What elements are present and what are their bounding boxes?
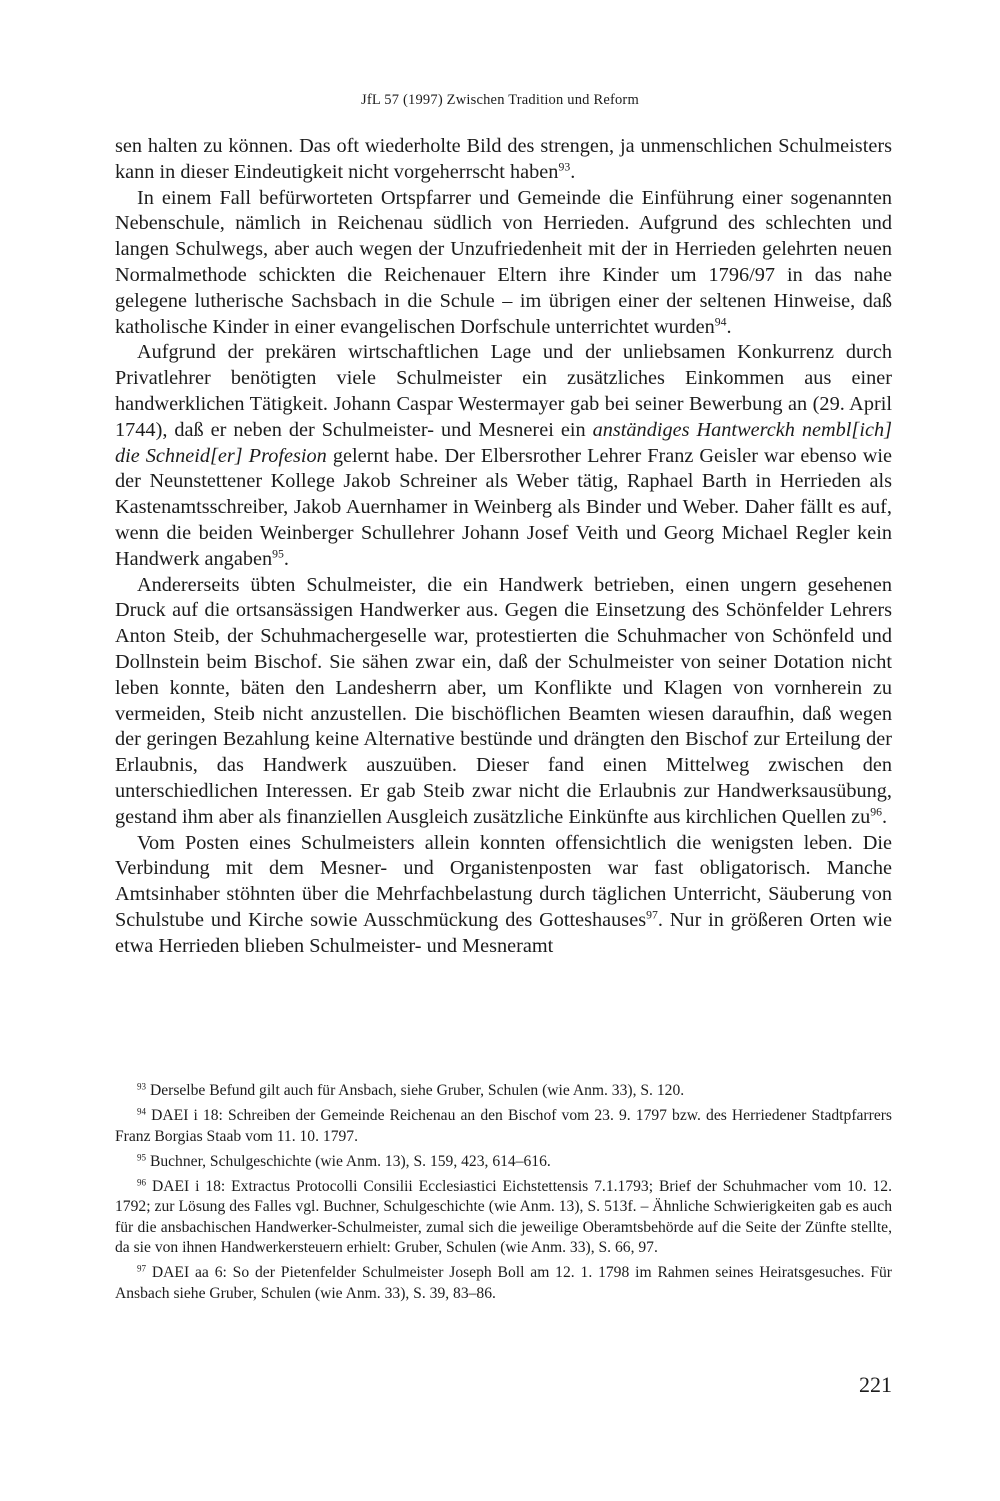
page-number: 221 bbox=[859, 1372, 892, 1397]
paragraph-text: . bbox=[570, 160, 576, 183]
footnote-number: 93 bbox=[137, 1081, 147, 1092]
paragraph-text: Aufgrund der prekären wirtschaftlichen Lage und der unliebsamen Konkurrenz durch Privatlehrer benötigten viele Schulmeister ein zusätzliches Einkommen aus einer handwerklichen Tätigkeit. Johann Caspar Westermayer gab bei seiner Bewerbung an (29. April 1744), daß er neben der Schulmeister- und Mesnerei ein bbox=[115, 341, 892, 441]
footnote-94 bbox=[115, 1106, 892, 1147]
footnote-text: Buchner, Schulgeschichte (wie Anm. 13), S. 159, 423, 614–616. bbox=[149, 1152, 551, 1170]
main-text bbox=[115, 134, 892, 960]
paragraph-2 bbox=[115, 186, 892, 341]
footnote-number: 96 bbox=[137, 1177, 147, 1188]
paragraph-text: Vom Posten eines Schulmeisters allein konnten offensichtlich die wenigsten leben. Die Verbindung mit dem Mesner- und Organistenposten war fast obligatorisch. Manche Amtsinhaber stöhnten über die Mehrfachbelastung durch täglichen Unterricht, Säuberung von Schulstube und Kirche sowie Ausschmückung des Gotteshauses bbox=[115, 831, 892, 931]
paragraph-5 bbox=[115, 831, 892, 960]
paragraph-text: gelernt habe. Der Elbersrother Lehrer Franz Geisler war ebenso wie der Neunstettener Kollege Jakob Schreiner als Weber tätig, Raphael Barth in Herrieden als Kastenamtsschreiber, Jakob Auernhamer in Weinberg als Binder und Weber. Daher fällt es auf, wenn die beiden Weinberger Schullehrer Johann Josef Veith und Georg Michael Regler kein Handwerk angaben bbox=[115, 444, 892, 570]
paragraph-text: . bbox=[726, 315, 732, 338]
footnote-96 bbox=[115, 1177, 892, 1258]
footnote-number: 97 bbox=[137, 1263, 147, 1274]
footnote-text: DAEI i 18: Extractus Protocolli Consilii Ecclesiastici Eichstettensis 7.1.1793; Brief der Schuhmacher vom 10. 12. 1792; zur Lösung des Falles vgl. Buchner, Schulgeschichte (wie Anm. 13), S. 513f. – Ähnliche Schwierigkeiten gab es auch für die ansbachischen Handwerker-Schulmeister, zumal sich die jeweilige Oberamtsbehörde auf die Seite der Zünfte stellte, da sie von ihnen Handwerkersteuern erhielt: Gruber, Schulen (wie Anm. 33), S. 66, 97. bbox=[115, 1178, 892, 1257]
footnote-text: Derselbe Befund gilt auch für Ansbach, siehe Gruber, Schulen (wie Anm. 33), S. 120. bbox=[149, 1082, 685, 1099]
paragraph-text: . bbox=[881, 805, 888, 828]
footnote-number: 95 bbox=[137, 1152, 147, 1163]
footnote-93 bbox=[115, 1081, 892, 1101]
paragraph-text: . bbox=[283, 547, 289, 570]
paragraph-1 bbox=[115, 134, 892, 186]
footnotes bbox=[115, 1081, 892, 1309]
footnote-ref-95[interactable]: 95 bbox=[272, 547, 284, 561]
footnote-text: DAEI i 18: Schreiben der Gemeinde Reichenau an den Bischof vom 23. 9. 1797 bzw. des Herriedener Stadtpfarrers Franz Borgias Staab vom 11. 10. 1797. bbox=[115, 1107, 892, 1145]
paragraph-text: In einem Fall befürworteten Ortspfarrer und Gemeinde die Einführung einer sogenannten Nebenschule, nämlich in Reichenau südlich von Herrieden. Aufgrund des schlechten und langen Schulwegs, aber auch wegen der Unzufriedenheit mit der in Herrieden gelehrten neuen Normalmethode schickten die Reichenauer Eltern ihre Kinder um 1796/97 in das nahe gelegene lutherische Sachsbach in die Schule – im übrigen einer der seltenen Hinweise, daß katholische Kinder in einer evangelischen Dorfschule unterrichtet wurden bbox=[115, 186, 892, 338]
footnote-97 bbox=[115, 1263, 892, 1304]
footnote-number: 94 bbox=[137, 1106, 147, 1117]
paragraph-3 bbox=[115, 340, 892, 572]
paragraph-text: sen halten zu können. Das oft wiederholte Bild des strengen, ja unmenschlichen Schulmeisters kann in dieser Eindeutigkeit nicht vorgeherrscht haben bbox=[115, 135, 892, 183]
footnote-ref-96[interactable]: 96 bbox=[870, 805, 882, 819]
paragraph-text: . Nur in größeren Orten wie etwa Herrieden blieben Schulmeister- und Mesneramt bbox=[115, 908, 892, 957]
quoted-source-text: anständiges Hantwerckh nembl[ich] die Schneid[er] Profesion bbox=[115, 418, 892, 467]
footnote-ref-94[interactable]: 94 bbox=[714, 315, 727, 329]
running-head: JfL 57 (1997) Zwischen Tradition und Reform bbox=[361, 92, 639, 108]
footnote-95 bbox=[115, 1152, 892, 1172]
footnote-ref-93[interactable]: 93 bbox=[558, 160, 571, 174]
paragraph-4 bbox=[115, 573, 892, 831]
footnote-text: DAEI aa 6: So der Pietenfelder Schulmeister Joseph Boll am 12. 1. 1798 im Rahmen seines Heiratsgesuches. Für Ansbach siehe Gruber, Schulen (wie Anm. 33), S. 39, 83–86. bbox=[115, 1264, 892, 1302]
footnote-ref-97[interactable]: 97 bbox=[646, 908, 658, 922]
paragraph-text: Andererseits übten Schulmeister, die ein Handwerk betrieben, einen ungern gesehenen Druck auf die ortsansässigen Handwerker aus. Gegen die Einsetzung des Schönfelder Lehrers Anton Steib, der Schuhmachergeselle war, protestierten die Schuhmacher von Schönfeld und Dollnstein beim Bischof. Sie sähen zwar ein, daß der Schulmeister von seiner Dotation nicht leben konnte, bäten den Landesherrn aber, um Konflikte und Klagen von vornherein zu vermeiden, Steib nicht anzustellen. Die bischöflichen Beamten wiesen daraufhin, daß wegen der geringen Bezahlung keine Alternative bestünde und drängten den Bischof zur Erteilung der Erlaubnis, das Handwerk auszuüben. Dieser fand einen Mittelweg zwischen den unterschiedlichen Interessen. Er gab Steib zwar nicht die Erlaubnis zur Handwerksausübung, gestand ihm aber als finanziellen Ausgleich zusätzliche Einkünfte aus kirchlichen Quellen zu bbox=[115, 573, 892, 828]
